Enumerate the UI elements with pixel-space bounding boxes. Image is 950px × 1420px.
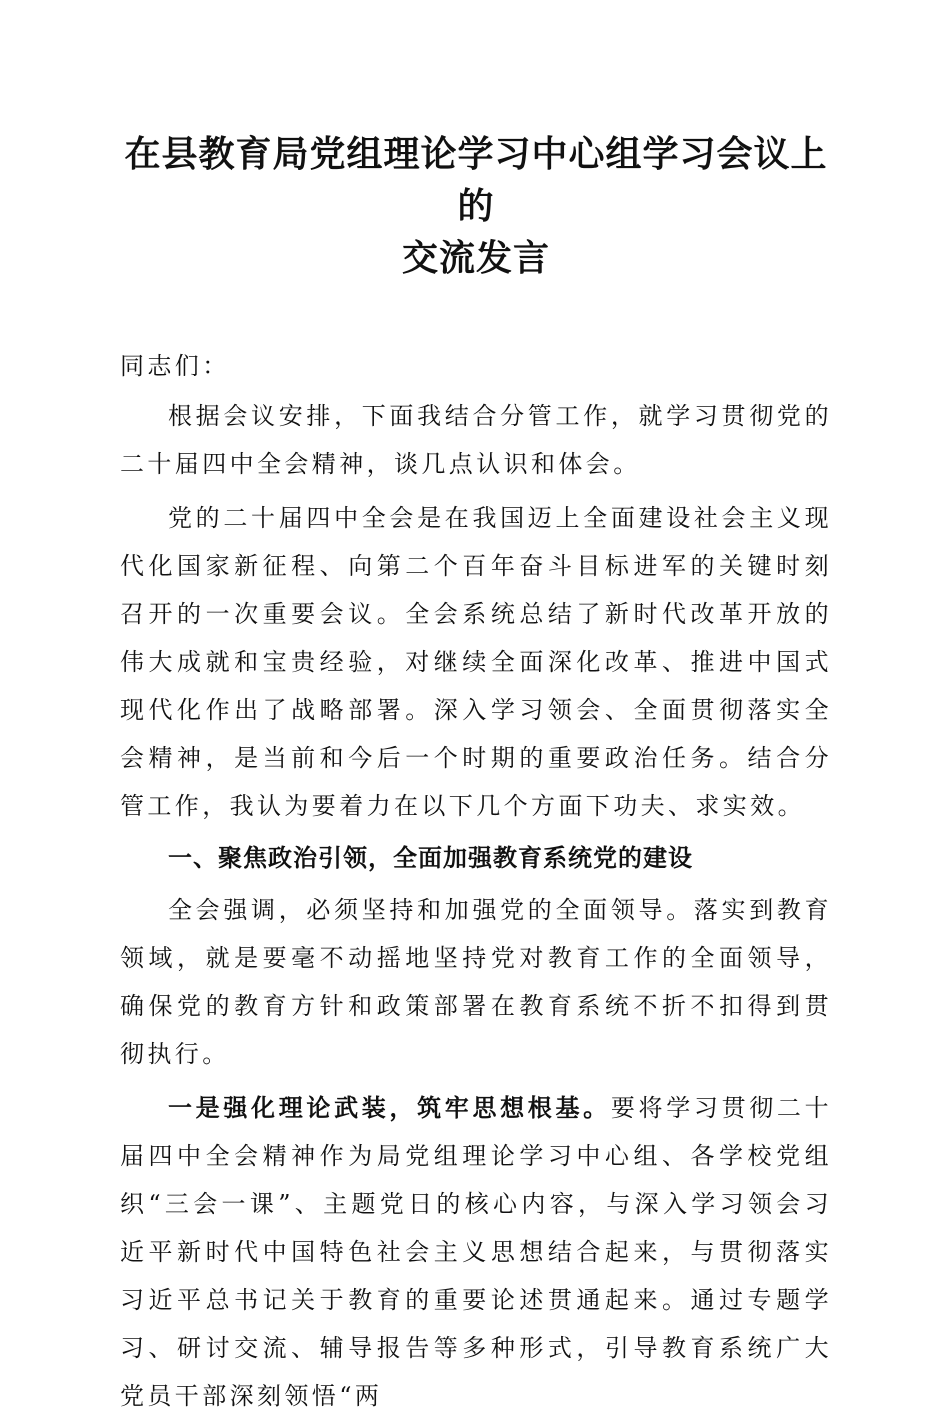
title-line-2: 交流发言 — [401, 237, 550, 279]
paragraph-4-body: 要将学习贯彻二十届四中全会精神作为局党组理论学习中心组、各学校党组织“三会一课”、主题党日的核心内容，与深入学习领会习近平新时代中国特色社会主义思想结合起来，与贯彻落实习近平总书记关于教育的重要论述贯通起来。通过专题学习、研讨交流、辅导报告等多种形式，引导教育系统广大党员干部深刻领悟“两 — [120, 1094, 833, 1410]
paragraph-4-lead: 一是强化理论武装，筑牢思想根基。 — [168, 1093, 611, 1122]
document-body — [120, 342, 832, 1420]
paragraph-1: 根据会议安排，下面我结合分管工作，就学习贯彻党的二十届四中全会精神，谈几点认识和体会。 — [120, 402, 832, 478]
paragraph-2: 党的二十届四中全会是在我国迈上全面建设社会主义现代化国家新征程、向第二个百年奋斗目标进军的关键时刻召开的一次重要会议。全会系统总结了新时代改革开放的伟大成就和宝贵经验，对继续全面深化改革、推进中国式现代化作出了战略部署。深入学习领会、全面贯彻落实全会精神，是当前和今后一个时期的重要政治任务。结合分管工作，我认为要着力在以下几个方面下功夫、求实效。 — [120, 504, 832, 820]
paragraph-3: 全会强调，必须坚持和加强党的全面领导。落实到教育领域，就是要毫不动摇地坚持党对教育工作的全面领导，确保党的教育方针和政策部署在教育系统不折不扣得到贯彻执行。 — [120, 896, 832, 1068]
section-1-heading: 一、聚焦政治引领，全面加强教育系统党的建设 — [168, 844, 693, 872]
title-line-1: 在县教育局党组理论学习中心组学习会议上的 — [124, 133, 828, 227]
document-title — [120, 0, 832, 284]
paragraph-4 — [120, 1084, 832, 1420]
salutation: 同志们： — [120, 352, 230, 380]
